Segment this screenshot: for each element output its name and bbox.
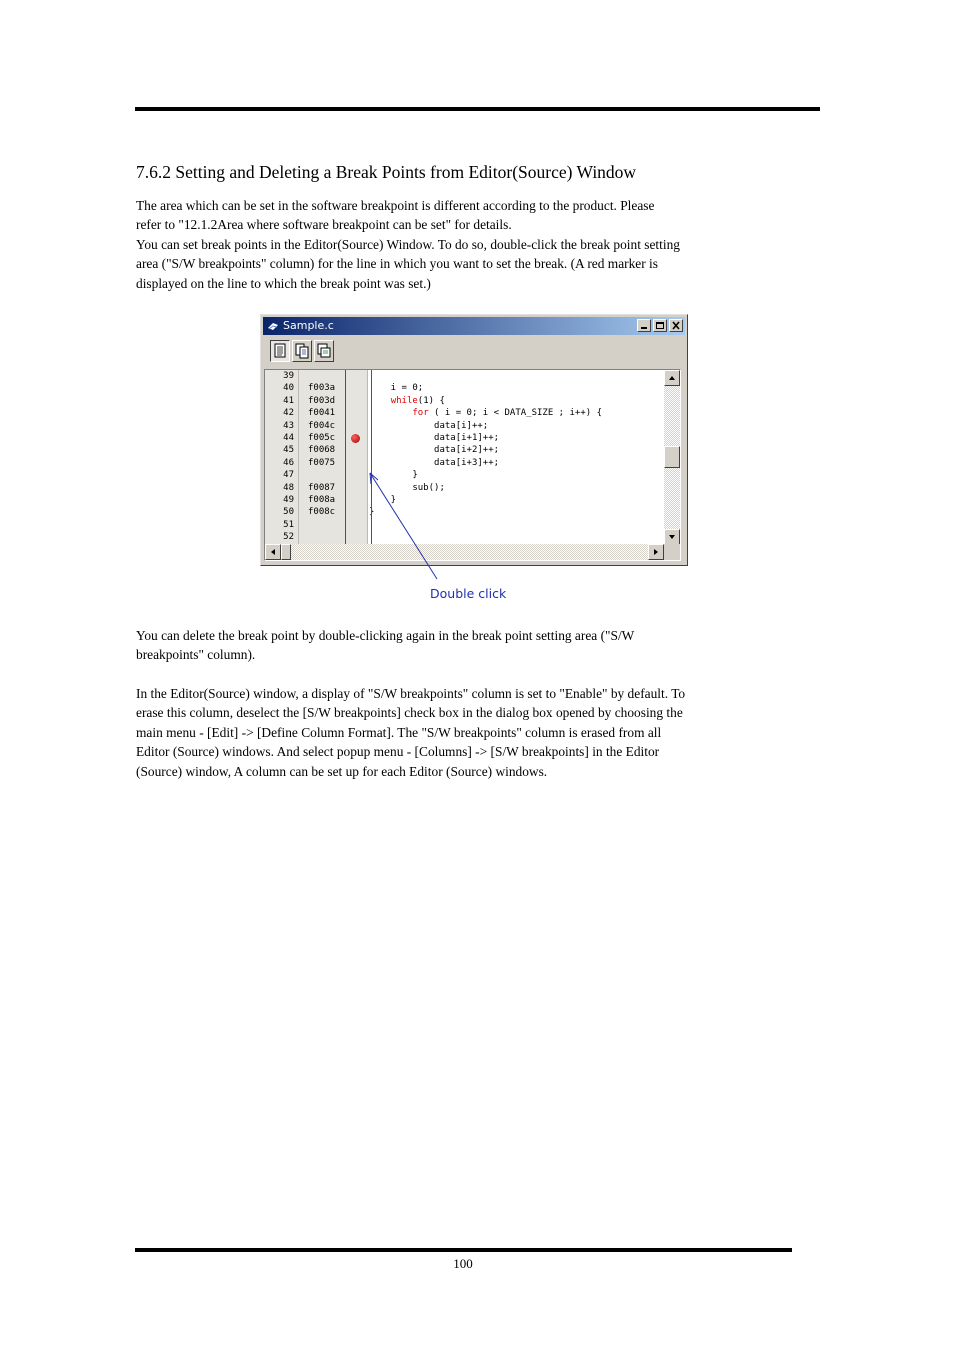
close-button[interactable] — [669, 319, 683, 332]
line-address: f003a — [308, 383, 336, 394]
line-address: f0068 — [308, 445, 336, 456]
code-line[interactable] — [265, 370, 665, 382]
code-line[interactable] — [265, 494, 665, 506]
arrow-right-icon — [652, 548, 660, 556]
section-heading: 7.6.2 Setting and Deleting a Break Points from Editor(Source) Window — [136, 162, 637, 182]
column-setting-paragraph: In the Editor(Source) window, a display of "S/W breakpoints" column is set to "Enable" by default. To erase this column, deselect the [S/W breakpoints] check box in the dialog box opened by choosing the main menu - [Edit] -> [Define Column Format]. The "S/W breakpoints" column is erased from all Editor (Source) windows. And select popup menu - [Columns] -> [S/W breakpoints] in the Editor (Source) window, A column can be set up for each Editor (Source) windows. — [136, 686, 686, 779]
intro-paragraph: The area which can be set in the software breakpoint is different according to the product. Please refer to "12.1.2Area where software breakpoint can be set" for details. You can set break points in the Editor(Source) Window. To do so, double-click the break point setting area ("S/W breakpoints" column) for the line in which you want to set the break. (A red marker is displayed on the line to which the break point was set.) — [136, 198, 680, 291]
source-text: while(1) { — [390, 395, 445, 406]
window-title: Sample.c — [283, 319, 334, 332]
horizontal-scrollbar[interactable] — [265, 544, 664, 560]
horizontal-scroll-thumb[interactable] — [281, 544, 291, 560]
keyword: for — [412, 408, 429, 419]
code-line[interactable] — [265, 519, 665, 531]
line-number: 42 — [283, 408, 294, 419]
editor-source-window — [260, 314, 688, 566]
source-text: data[i+1]++; — [369, 433, 500, 443]
line-number: 40 — [283, 383, 294, 394]
arrow-up-icon — [668, 374, 676, 382]
line-number: 49 — [283, 495, 294, 505]
code-line[interactable] — [265, 457, 665, 469]
editor-toolbar — [267, 340, 337, 364]
line-address: f0041 — [308, 408, 336, 419]
code-line[interactable] — [265, 395, 665, 407]
line-number: 48 — [283, 482, 294, 493]
app-icon — [267, 320, 279, 332]
line-address: f004c — [308, 420, 336, 431]
source-text: i = 0; — [369, 383, 424, 394]
source-text: } — [369, 470, 418, 481]
source-text: data[i+3]++; — [369, 457, 500, 468]
line-number: 43 — [283, 420, 294, 431]
scroll-down-button[interactable] — [664, 529, 680, 545]
line-number: 45 — [283, 445, 294, 456]
line-number: 41 — [283, 395, 294, 406]
footer-rule — [135, 1248, 792, 1252]
arrow-down-icon — [668, 533, 676, 541]
window-titlebar[interactable] — [263, 317, 685, 335]
mixed-view-button[interactable] — [314, 340, 334, 362]
callout-arrow — [360, 455, 450, 585]
line-number: 52 — [283, 532, 294, 543]
source-text: data[i+2]++; — [369, 445, 500, 456]
code-line[interactable] — [265, 469, 665, 481]
line-address: f0087 — [308, 482, 336, 493]
disassembly-view-button[interactable] — [292, 340, 312, 362]
line-number: 47 — [283, 470, 294, 481]
code-line[interactable] — [265, 420, 665, 432]
line-number: 46 — [283, 457, 294, 468]
line-address: f0075 — [308, 457, 336, 468]
source-text: } — [369, 507, 375, 518]
vertical-scroll-thumb[interactable] — [664, 446, 680, 468]
maximize-button[interactable] — [653, 319, 667, 332]
mixed-view-icon — [317, 343, 331, 359]
minimize-icon — [639, 321, 649, 330]
source-text: for ( i = 0; i < DATA_SIZE ; i++) { — [412, 408, 603, 419]
source-text: } — [369, 495, 397, 505]
scroll-left-button[interactable] — [265, 544, 281, 560]
disassembly-view-icon — [295, 343, 309, 359]
line-address: f008c — [308, 507, 336, 518]
callout-label: Double click — [430, 586, 507, 601]
vertical-scrollbar[interactable] — [664, 370, 680, 545]
line-number: 44 — [283, 433, 294, 443]
code-line[interactable] — [265, 531, 665, 543]
source-view-button[interactable] — [270, 340, 290, 362]
keyword: while — [390, 395, 418, 406]
line-address: f005c — [308, 433, 336, 443]
header-rule — [135, 107, 820, 111]
source-text: sub(); — [369, 482, 445, 493]
scroll-up-button[interactable] — [664, 370, 680, 386]
source-editor[interactable] — [264, 369, 681, 561]
maximize-icon — [655, 321, 665, 330]
code-line[interactable] — [265, 407, 665, 419]
line-number: 51 — [283, 519, 294, 530]
line-address: f003d — [308, 395, 336, 406]
arrow-left-icon — [269, 548, 277, 556]
delete-breakpoint-paragraph: You can delete the break point by double-clicking again in the break point setting area ("S/W breakpoints" column). — [136, 628, 635, 663]
code-line[interactable] — [265, 444, 665, 456]
scrollbar-corner — [664, 544, 680, 560]
code-line[interactable] — [265, 432, 665, 444]
line-number: 50 — [283, 507, 294, 518]
source-view-icon — [273, 343, 287, 359]
source-text: data[i]++; — [369, 420, 489, 431]
minimize-button[interactable] — [637, 319, 651, 332]
page-number: 100 — [453, 1256, 473, 1271]
line-number: 39 — [283, 371, 294, 381]
code-line[interactable] — [265, 482, 665, 494]
line-address: f008a — [308, 495, 336, 505]
scroll-right-button[interactable] — [648, 544, 664, 560]
close-icon — [671, 321, 681, 330]
code-line[interactable] — [265, 506, 665, 518]
code-line[interactable] — [265, 382, 665, 394]
